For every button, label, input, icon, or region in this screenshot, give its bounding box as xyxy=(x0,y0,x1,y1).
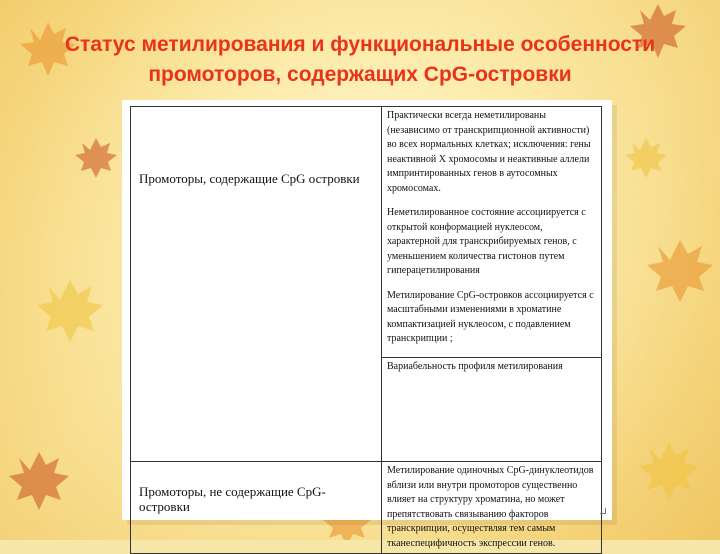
description-paragraph: Вариабельность профиля метилирования xyxy=(387,360,563,372)
slide-title xyxy=(0,30,720,90)
maple-leaf-icon xyxy=(75,138,117,178)
title-line-1: Статус метилирования и функциональные особенности xyxy=(64,33,656,56)
title-line-2: промоторов, содержащих CpG-островки xyxy=(148,63,572,86)
row-label-non-cpg-promoters: Промоторы, не содержащие CpG-островки xyxy=(131,462,382,554)
row-label-cpg-promoters: Промоторы, содержащие CpG островки xyxy=(131,107,382,462)
table-row xyxy=(131,107,602,462)
maple-leaf-icon xyxy=(639,442,699,500)
maple-leaf-icon xyxy=(37,280,103,342)
divider xyxy=(382,357,601,358)
maple-leaf-icon xyxy=(647,240,713,302)
maple-leaf-icon xyxy=(625,138,667,178)
maple-leaf-icon xyxy=(9,452,69,510)
description-paragraph: Метилирование одиночных CpG-динуклеотидов вблизи или внутри промоторов существенно влияет на структуру хроматина, но может препятствовать связыванию факторов транскрипции, осуществляя тем самым тканеспецифичность экспрессии генов. xyxy=(387,465,594,549)
description-paragraph: Практически всегда неметилированы (независимо от транскрипционной активности) во всех нормальных клетках; исключения: гены неактивной X хромосомы и неактивные аллели импринтированных генов в аутосомных хромосомах. xyxy=(387,110,591,194)
description-paragraph: Неметилированное состояние ассоциируется с открытой конформацией нуклеосом, характерной для транскрибируемых генов, с уменьшением количества гистонов путем гиперацетилирования xyxy=(387,207,586,276)
page-corner-mark xyxy=(600,508,606,514)
methylation-table xyxy=(130,106,602,554)
document-image xyxy=(122,100,612,549)
row-description-cpg-promoters xyxy=(382,107,602,462)
description-paragraph: Метилирование CpG-островков ассоциируется с масштабными изменениями в хроматине компактизацией нуклеосом, с подавлением транскрипции ; xyxy=(387,289,594,344)
